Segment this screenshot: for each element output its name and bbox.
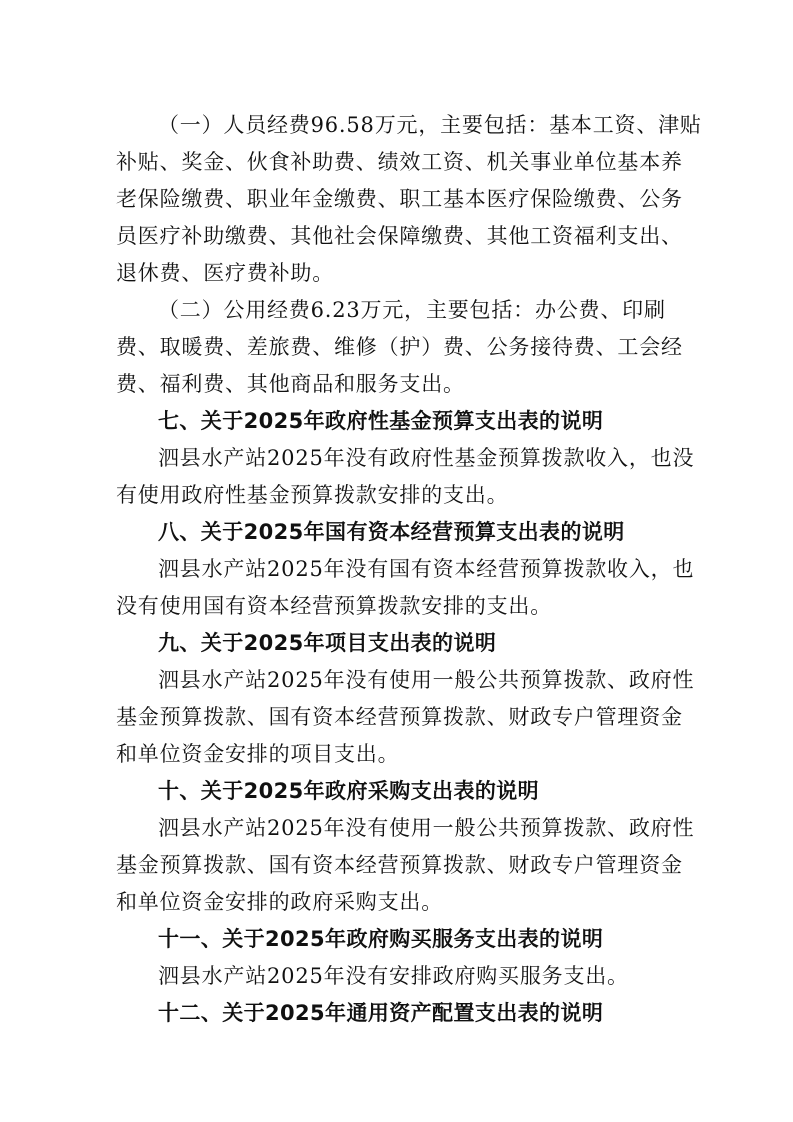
paragraph-line: 员医疗补助缴费、其他社会保障缴费、其他工资福利支出、 xyxy=(116,224,683,248)
paragraph-line: 泗县水产站2025年没有国有资本经营预算拨款收入，也 xyxy=(158,557,695,581)
paragraph-line: 退休费、医疗费补助。 xyxy=(116,261,334,285)
paragraph-line: 和单位资金安排的政府采购支出。 xyxy=(116,890,443,914)
paragraph-line: 基金预算拨款、国有资本经营预算拨款、财政专户管理资金 xyxy=(116,853,683,877)
paragraph-line: 老保险缴费、职业年金缴费、职工基本医疗保险缴费、公务 xyxy=(116,187,683,211)
paragraph-line: 泗县水产站2025年没有安排政府购买服务支出。 xyxy=(158,964,629,988)
paragraph-line: （一）人员经费96.58万元，主要包括：基本工资、津贴 xyxy=(158,113,702,137)
paragraph-line: 泗县水产站2025年没有使用一般公共预算拨款、政府性 xyxy=(158,816,695,840)
paragraph-line: 费、取暖费、差旅费、维修（护）费、公务接待费、工会经 xyxy=(116,335,683,359)
paragraph-line: 基金预算拨款、国有资本经营预算拨款、财政专户管理资金 xyxy=(116,705,683,729)
paragraph-line: 和单位资金安排的项目支出。 xyxy=(116,742,400,766)
paragraph-line: 费、福利费、其他商品和服务支出。 xyxy=(116,372,465,396)
paragraph-line: 补贴、奖金、伙食补助费、绩效工资、机关事业单位基本养 xyxy=(116,150,683,174)
paragraph-line: 泗县水产站2025年没有使用一般公共预算拨款、政府性 xyxy=(158,668,695,692)
section-heading-7: 七、关于2025年政府性基金预算支出表的说明 xyxy=(158,409,604,433)
paragraph-line: 有使用政府性基金预算拨款安排的支出。 xyxy=(116,483,509,507)
paragraph-line: 没有使用国有资本经营预算拨款安排的支出。 xyxy=(116,594,552,618)
paragraph-line: 泗县水产站2025年没有政府性基金预算拨款收入，也没 xyxy=(158,446,695,470)
section-heading-10: 十、关于2025年政府采购支出表的说明 xyxy=(158,779,540,803)
section-heading-9: 九、关于2025年项目支出表的说明 xyxy=(158,631,497,655)
section-heading-11: 十一、关于2025年政府购买服务支出表的说明 xyxy=(158,927,604,951)
paragraph-line: （二）公用经费6.23万元，主要包括：办公费、印刷 xyxy=(158,298,666,322)
section-heading-8: 八、关于2025年国有资本经营预算支出表的说明 xyxy=(158,520,625,544)
section-heading-12: 十二、关于2025年通用资产配置支出表的说明 xyxy=(158,1001,604,1025)
